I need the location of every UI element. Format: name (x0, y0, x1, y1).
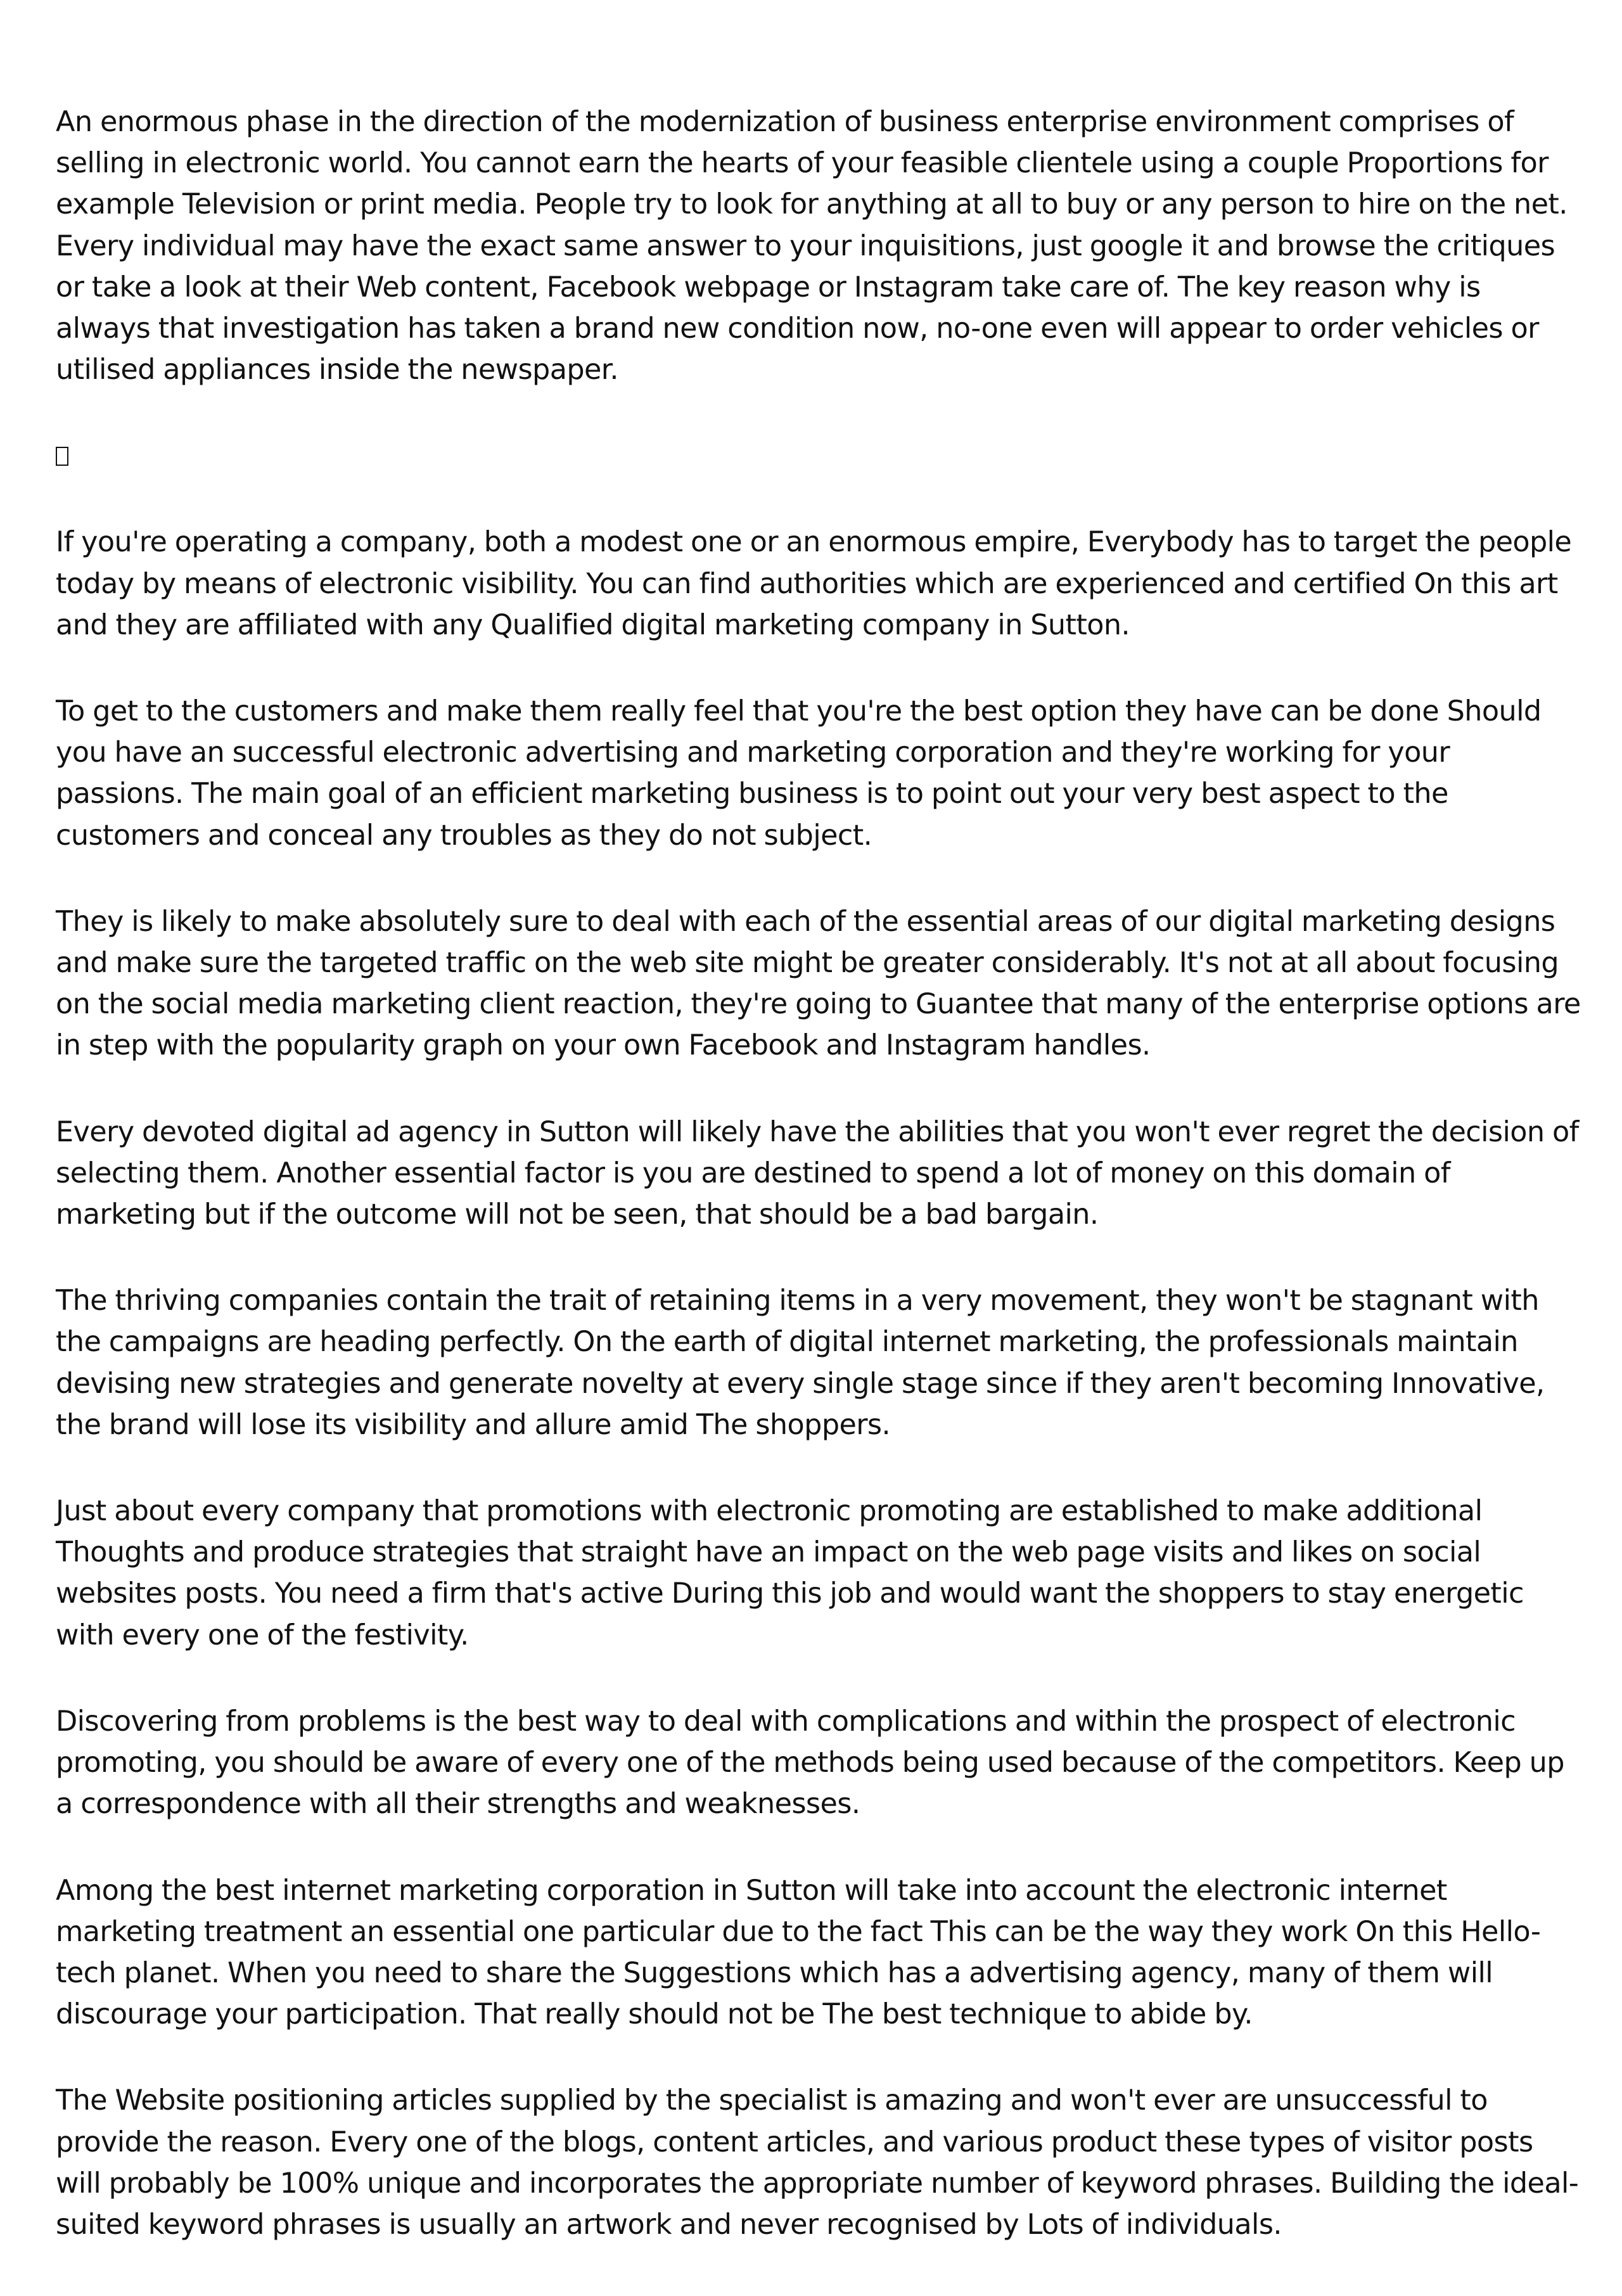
missing-image-placeholder (56, 435, 1583, 477)
paragraph-8: Discovering from problems is the best way to deal with complications and within the prospect of electronic promoting, you should be aware of every one of the methods being used because of the competitors. Keep up a correspondence with all their strengths and weaknesses. (56, 1705, 1564, 1821)
paragraph-2: If you're operating a company, both a modest one or an enormous empire, Everybody has to target the people today by means of electronic visibility. You can find authorities which are experienced and certified On this art and they are affiliated with any Qualified digital marketing company in Sutton. (56, 526, 1572, 641)
paragraph-3: To get to the customers and make them really feel that you're the best option they have can be done Should you have an successful electronic advertising and marketing corporation and they're working for your passions. The main goal of an efficient marketing business is to point out your very best aspect to the customers and conceal any troubles as they do not subject. (56, 695, 1542, 852)
paragraph-6: The thriving companies contain the trait of retaining items in a very movement, they won't be stagnant with the campaigns are heading perfectly. On the earth of digital internet marketing, the professionals maintain devising new strategies and generate novelty at every single stage since if they aren't becoming Innovative, the brand will lose its visibility and allure amid The shoppers. (56, 1285, 1545, 1441)
paragraph-1: An enormous phase in the direction of the modernization of business enterprise environment comprises of selling in electronic world. You cannot earn the hearts of your feasible clientele using a couple Proportions for example Television or print media. People try to look for anything at all to buy or any person to hire on the net. Every individual may have the exact same answer to your inquisitions, just google it and browse the critiques or take a look at their Web content, Facebook webpage or Instagram take care of. The key reason why is always that investigation has taken a brand new condition now, no-one even will appear to order vehicles or utilised appliances inside the newspaper. (56, 106, 1568, 387)
paragraph-5: Every devoted digital ad agency in Sutton will likely have the abilities that you won't ever regret the decision of selecting them. Another essential factor is you are destined to spend a lot of money on this domain of marketing but if the outcome will not be seen, that should be a bad bargain. (56, 1115, 1579, 1231)
missing-glyph-icon (56, 447, 68, 466)
paragraph-10: The Website positioning articles supplied by the specialist is amazing and won't ever are unsuccessful to provide the reason. Every one of the blogs, content articles, and various product these types of visitor posts will probably be 100% unique and incorporates the appropriate number of keyword phrases. Building the ideal-suited keyword phrases is usually an artwork and never recognised by Lots of individuals. (56, 2084, 1579, 2241)
paragraph-9: Among the best internet marketing corporation in Sutton will take into account the electronic internet marketing treatment an essential one particular due to the fact This can be the way they work On this Hello-tech planet. When you need to share the Suggestions which has a advertising agency, many of them will discourage your participation. That really should not be The best technique to abide by. (56, 1874, 1541, 2031)
paragraph-7: Just about every company that promotions with electronic promoting are established to make additional Thoughts and produce strategies that straight have an impact on the web page visits and likes on social websites posts. You need a firm that's active During this job and would want the shoppers to stay energetic with every one of the festivity. (56, 1495, 1524, 1651)
paragraph-4: They is likely to make absolutely sure to deal with each of the essential areas of our digital marketing designs and make sure the targeted traffic on the web site might be greater considerably. It's not at all about focusing on the social media marketing client reaction, they're going to Guantee that many of the enterprise options are in step with the popularity graph on your own Facebook and Instagram handles. (56, 905, 1581, 1062)
article-body (56, 101, 1583, 2290)
